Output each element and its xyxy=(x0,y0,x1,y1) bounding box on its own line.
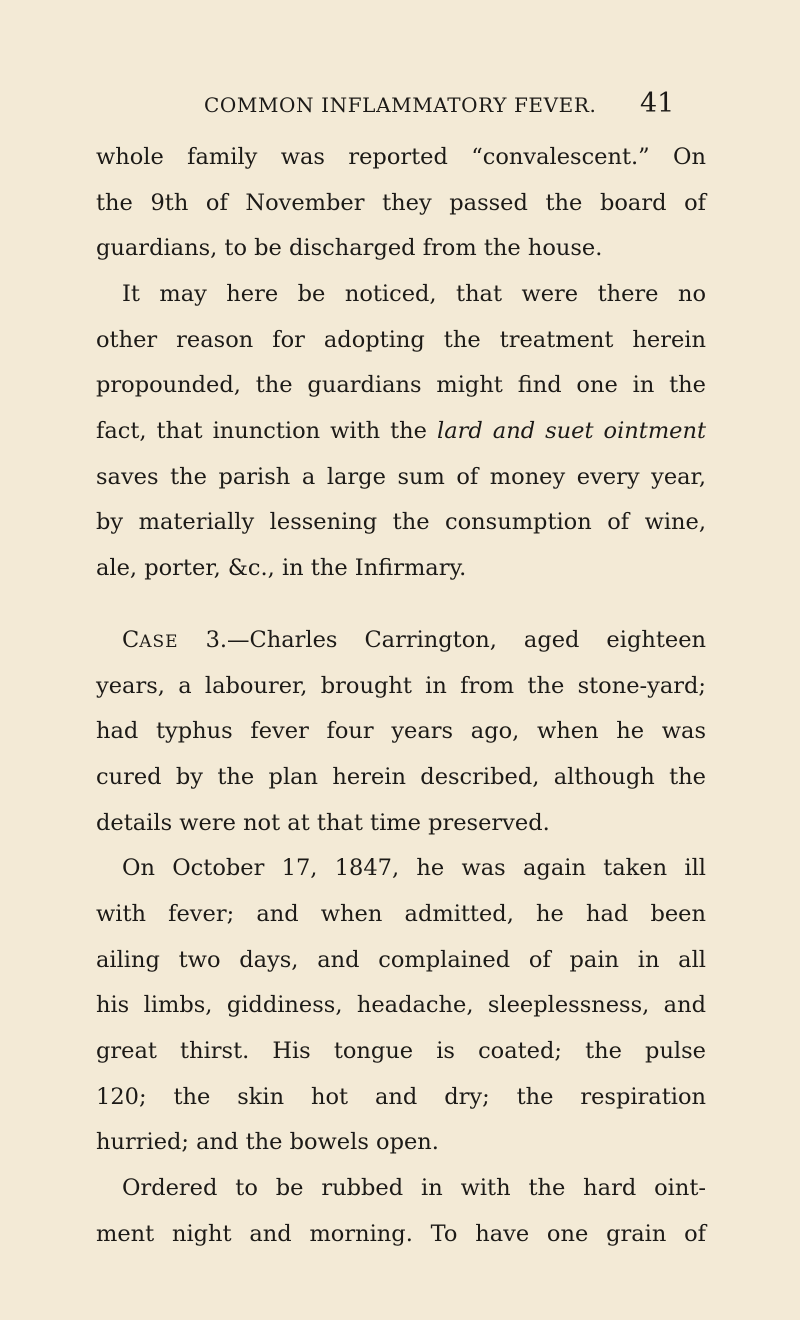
text-line: had typhus fever four years ago, when he was xyxy=(96,718,706,744)
text-line: On October 17, 1847, he was again taken ill xyxy=(122,855,706,881)
text-line: details were not at that time preserved. xyxy=(96,810,550,836)
text-line: ment night and morning. To have one grain of xyxy=(96,1221,706,1247)
text-line: Ordered to be rubbed in with the hard oint- xyxy=(122,1175,706,1201)
text-line: cured by the plan herein described, although the xyxy=(96,764,706,790)
text-line: the 9th of November they passed the board of xyxy=(96,190,706,216)
case-label-initial: C xyxy=(122,627,140,653)
text-line: hurried; and the bowels open. xyxy=(96,1129,439,1155)
text-line-with-emphasis xyxy=(96,420,706,443)
text-line: ale, porter, &c., in the Infirmary. xyxy=(96,555,467,581)
emphasis-text: lard and suet ointment xyxy=(437,418,707,444)
text-line: whole family was reported “convalescent.” On xyxy=(96,144,706,170)
text-line: 120; the skin hot and dry; the respiration xyxy=(96,1084,706,1110)
text-line: years, a labourer, brought in from the stone-yard; xyxy=(96,673,706,699)
case-label-smallcaps: ASE xyxy=(139,632,179,652)
text-segment: fact, that inunction with the xyxy=(96,418,427,444)
page-number: 41 xyxy=(640,88,675,119)
text-line: guardians, to be discharged from the house. xyxy=(96,235,603,261)
text-segment: 3.—Charles Carrington, aged eighteen xyxy=(205,627,706,653)
case-heading-line xyxy=(122,629,706,652)
text-line: saves the parish a large sum of money every year, xyxy=(96,464,706,490)
text-line: ailing two days, and complained of pain in all xyxy=(96,947,706,973)
text-line: by materially lessening the consumption of wine, xyxy=(96,509,706,535)
running-head-title: COMMON INFLAMMATORY FEVER. xyxy=(204,93,597,117)
text-line: his limbs, giddiness, headache, sleeplessness, and xyxy=(96,992,706,1018)
text-line: with fever; and when admitted, he had been xyxy=(96,901,706,927)
text-line: propounded, the guardians might find one in the xyxy=(96,372,706,398)
text-line: It may here be noticed, that were there no xyxy=(122,281,706,307)
text-line: great thirst. His tongue is coated; the pulse xyxy=(96,1038,706,1064)
text-line: other reason for adopting the treatment herein xyxy=(96,327,706,353)
